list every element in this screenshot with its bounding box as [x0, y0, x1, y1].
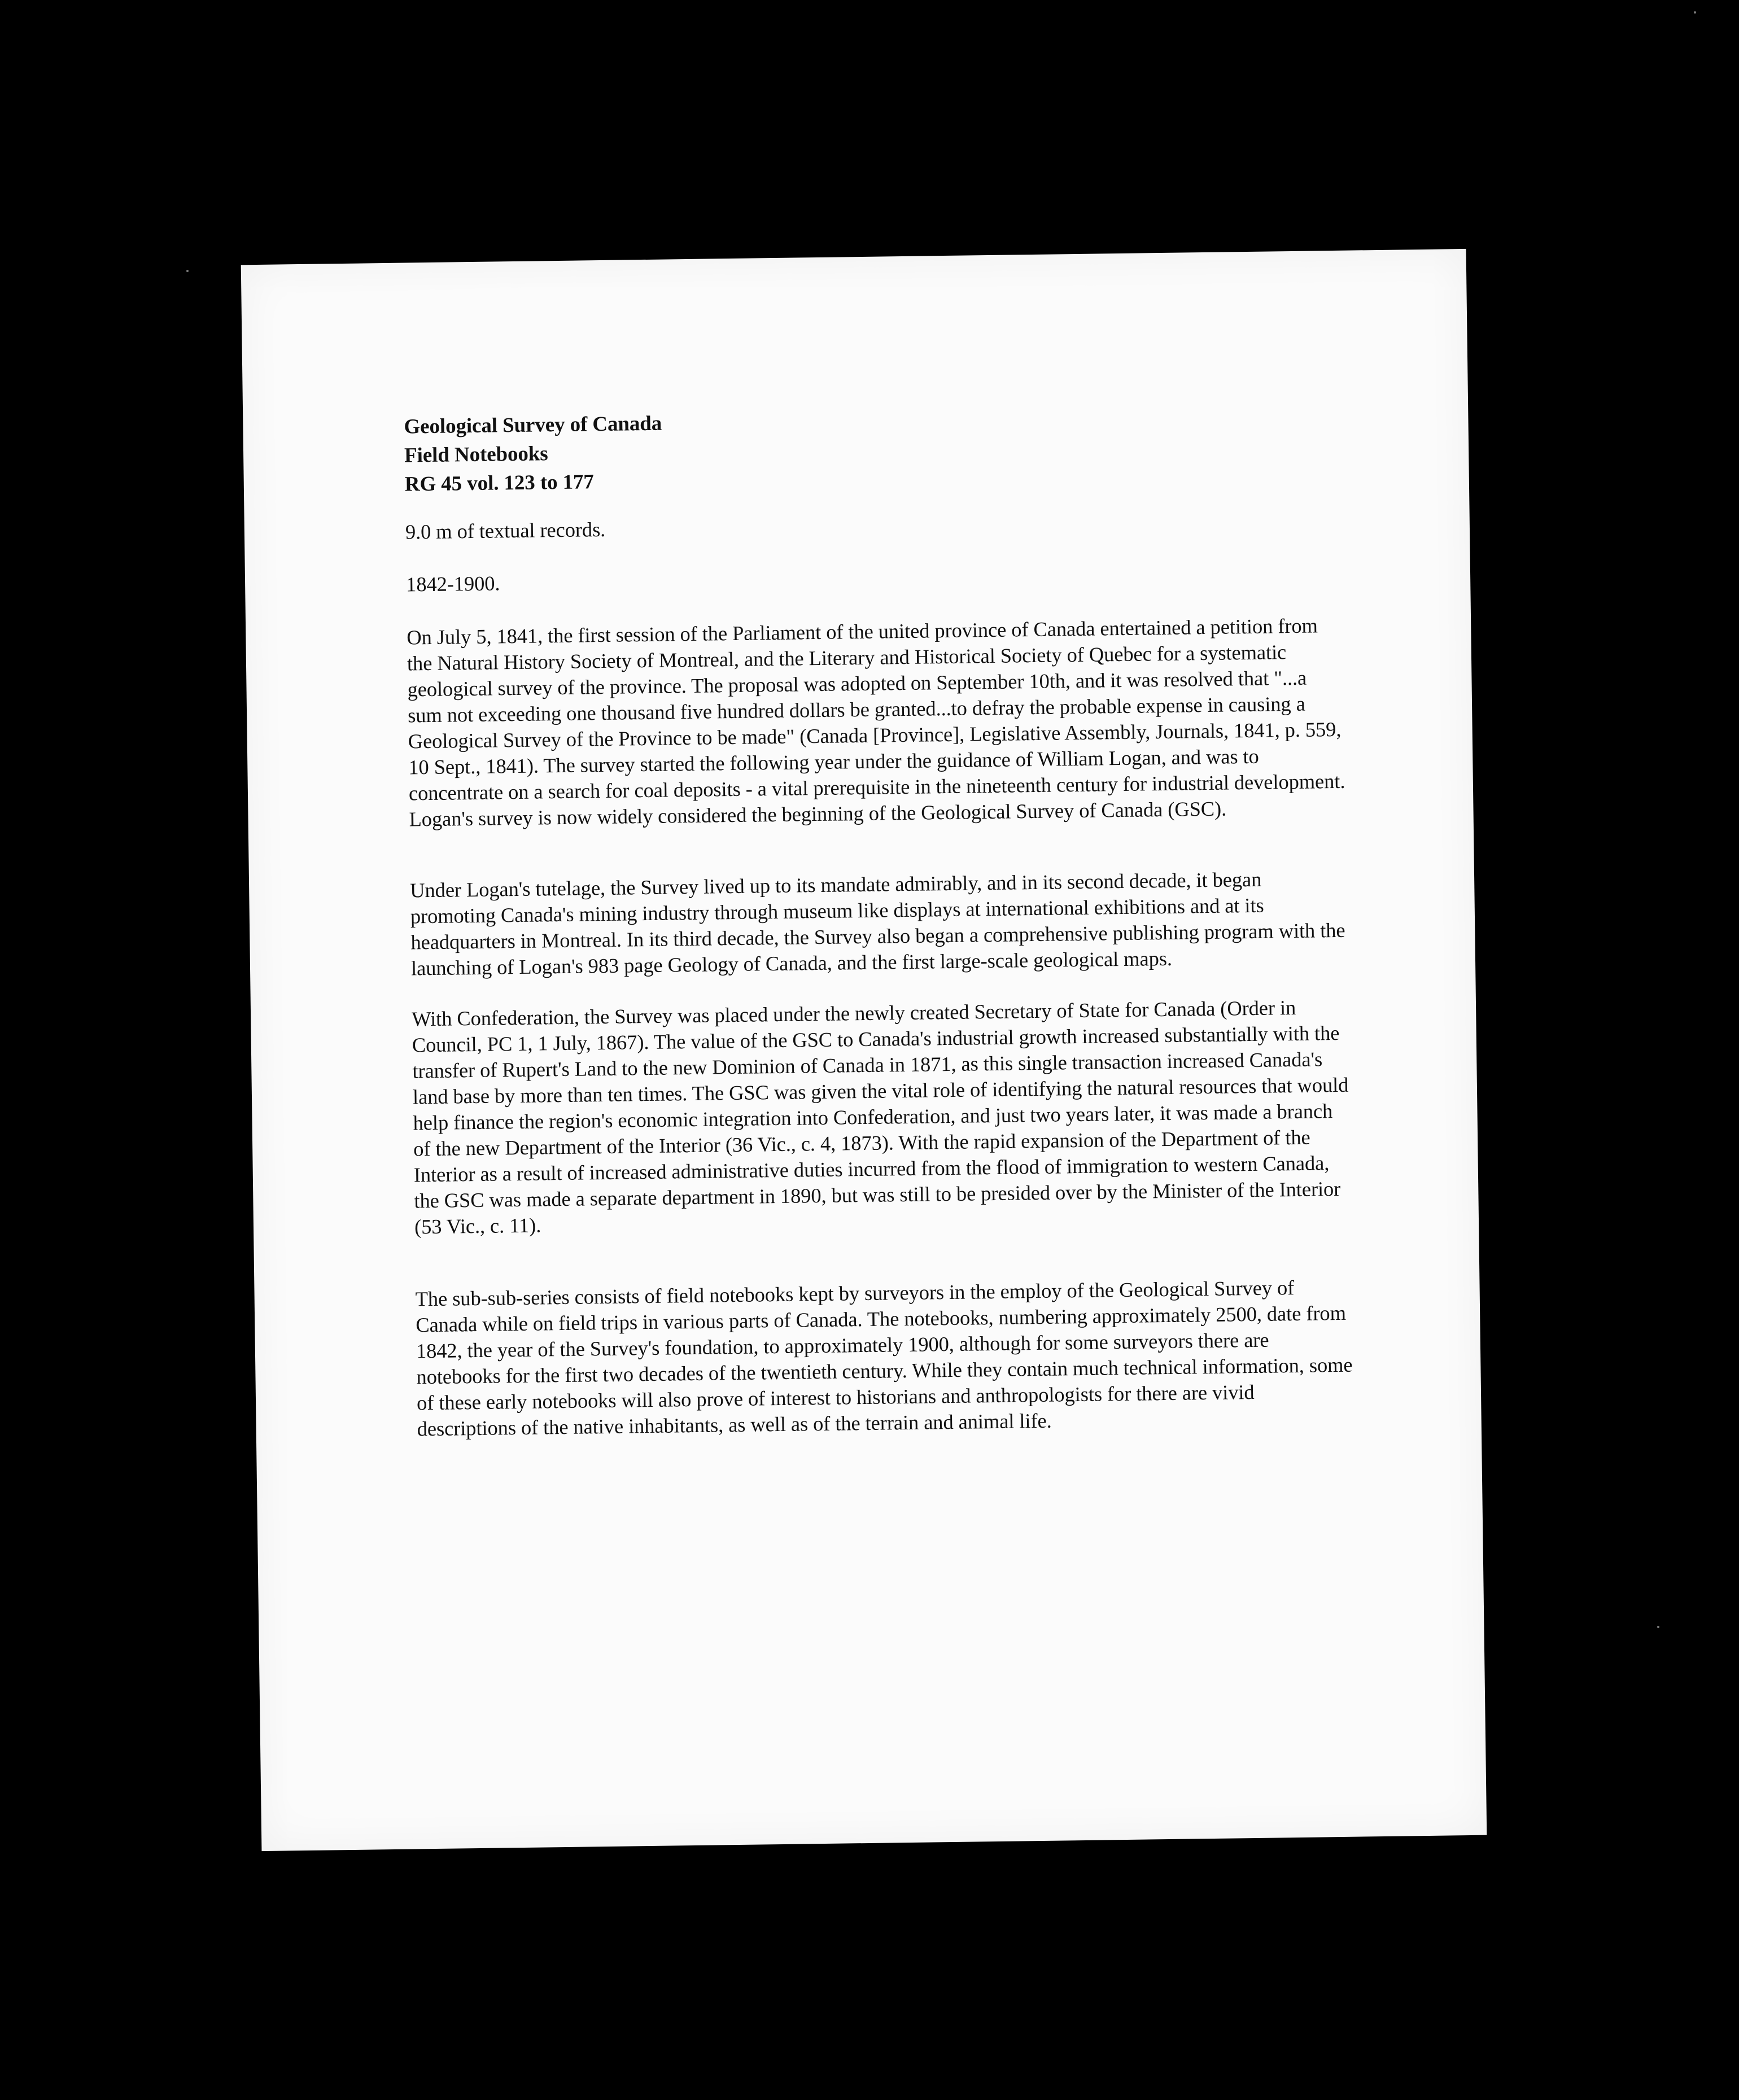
heading-reference: RG 45 vol. 123 to 177 [404, 470, 595, 496]
document-heading [404, 400, 1342, 499]
date-range: 1842-1900. [405, 571, 500, 596]
heading-title: Geological Survey of Canada [404, 412, 662, 439]
document-body [404, 400, 1355, 1442]
heading-subtitle: Field Notebooks [404, 442, 548, 467]
paper-sheet [241, 249, 1487, 1851]
dust-speck [1694, 11, 1696, 14]
dust-speck [186, 270, 189, 272]
history-paragraph-origins: On July 5, 1841, the first session of the Parliament of the united province of Canada entertained a petition from the Natural History Society of Montreal, and the Literary and Historical Society of Quebec for a systematic geological survey of the province. The proposal was adopted on September 10th, and it was resolved that "...a sum not exceeding one thousand five hundred dollars be granted...to defray the probable expense in causing a Geological Survey of the Province to be made" (Canada [Province], Legislative Assembly, Journals, 1841, p. 559, 10 Sept., 1841). The survey started the following year under the guidance of William Logan, and was to concentrate on a search for coal deposits - a vital prerequisite in the nineteenth century for industrial development. Logan's survey is now widely considered the beginning of the Geological Survey of Canada (GSC). [407, 614, 1345, 831]
scope-paragraph-notebooks: The sub-sub-series consists of field notebooks kept by surveyors in the employ of the Geological Survey of Canada while on field trips in various parts of Canada. The notebooks, numbering approximately 2500, date from 1842, the year of the Survey's foundation, to approximately 1900, although for some surveyors there are notebooks for the first two decades of the twentieth century. While they contain much technical information, some of these early notebooks will also prove of interest to historians and anthropologists for there are vivid descriptions of the native inhabitants, as well as of the terrain and animal life. [415, 1276, 1353, 1441]
dust-speck [1657, 1626, 1659, 1628]
extent-statement: 9.0 m of textual records. [405, 517, 606, 544]
history-paragraph-confederation: With Confederation, the Survey was placed under the newly created Secretary of State for Canada (Order in Council, PC 1, 1 July, 1867). The value of the GSC to Canada's industrial growth increased substantially with the transfer of Rupert's Land to the new Dominion of Canada in 1871, as this single transaction increased Canada's land base by more than ten times. The GSC was given the vital role of identifying the natural resources that would help finance the region's economic integration into Confederation, and just two years later, it was made a branch of the new Department of the Interior (36 Vic., c. 4, 1873). With the rapid expansion of the Department of the Interior as a result of increased administrative duties incurred from the flood of immigration to western Canada, the GSC was made a separate department in 1890, but was still to be presided over by the Minister of the Interior (53 Vic., c. 11). [411, 995, 1349, 1239]
history-paragraph-logan: Under Logan's tutelage, the Survey lived up to its mandate admirably, and in its second decade, it began promoting Canada's mining industry through museum like displays at international exhibitions and at its headquarters in Montreal. In its third decade, the Survey also began a comprehensive publishing program with the launching of Logan's 983 page Geology of Canada, and the first large-scale geological maps. [409, 867, 1345, 980]
